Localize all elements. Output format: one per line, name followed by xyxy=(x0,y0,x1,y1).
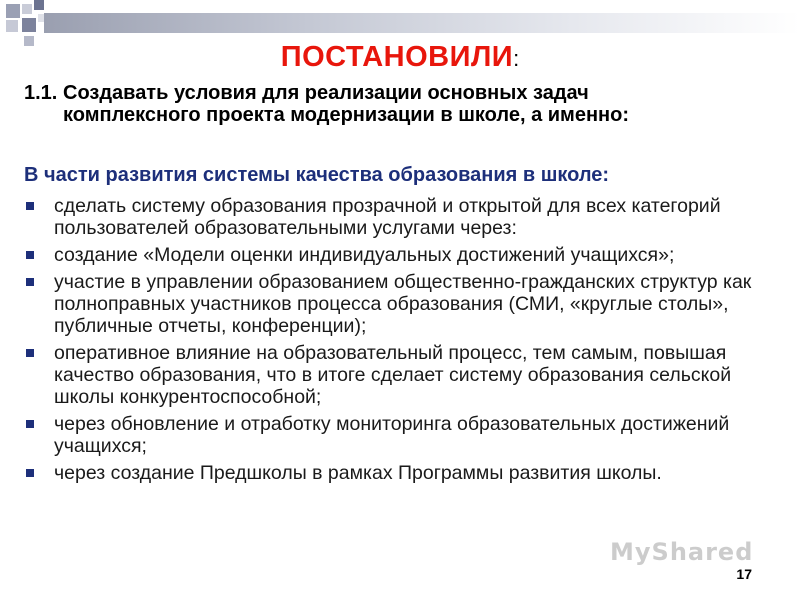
list-item xyxy=(24,244,784,266)
list-item xyxy=(24,342,784,408)
list-item xyxy=(24,413,784,457)
title-text: ПОСТАНОВИЛИ xyxy=(280,41,514,73)
bullet-square-icon xyxy=(26,202,34,210)
slide-title xyxy=(0,41,800,74)
section-heading: В части развития системы качества образования в школе: xyxy=(24,164,610,186)
resolution-number: 1.1. xyxy=(24,82,58,104)
list-item-text: через создание Предшколы в рамках Программы развития школы. xyxy=(54,462,662,484)
watermark-logo: MyShared xyxy=(610,538,754,566)
list-item-text: оперативное влияние на образовательный процесс, тем самым, повышая качество образования, что в итоге сделает систему образования сельской школы конкурентоспособной; xyxy=(54,342,732,408)
list-item xyxy=(24,462,784,484)
list-item-text: участие в управлении образованием общественно-гражданских структур как полноправных участников процесса образования (СМИ, «круглые столы», публичные отчеты, конференции); xyxy=(54,271,752,337)
resolution-line-1: Создавать условия для реализации основных задач xyxy=(63,82,589,104)
title-colon: : xyxy=(513,46,520,71)
list-item-text: создание «Модели оценки индивидуальных достижений учащихся»; xyxy=(54,244,675,266)
bullet-square-icon xyxy=(26,251,34,259)
list-item xyxy=(24,271,784,337)
list-item-text: сделать систему образования прозрачной и открытой для всех категорий пользователей образовательными услугами через: xyxy=(54,195,721,239)
bullet-square-icon xyxy=(26,278,34,286)
list-item-text: через обновление и отработку мониторинга образовательных достижений учащихся; xyxy=(54,413,730,457)
resolution-heading xyxy=(24,82,784,126)
bullet-list xyxy=(24,195,784,489)
bullet-square-icon xyxy=(26,349,34,357)
resolution-line-2: комплексного проекта модернизации в школе, а именно: xyxy=(63,104,629,126)
header-gradient-bar xyxy=(44,13,800,33)
bullet-square-icon xyxy=(26,469,34,477)
list-item xyxy=(24,195,784,239)
bullet-square-icon xyxy=(26,420,34,428)
page-number: 17 xyxy=(736,566,752,582)
